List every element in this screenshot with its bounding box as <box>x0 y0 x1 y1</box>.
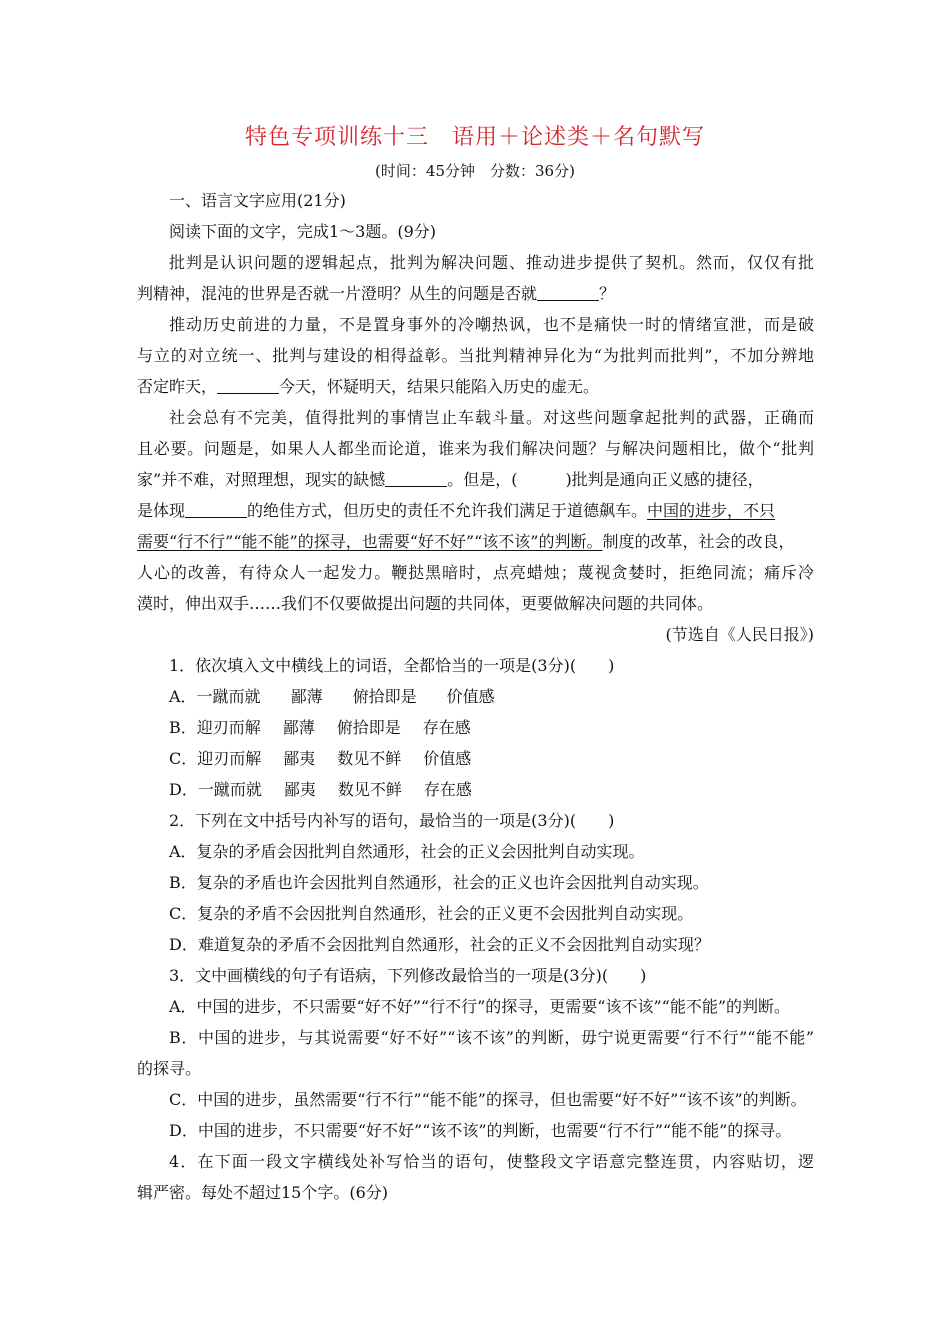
fill-blank <box>217 379 279 394</box>
section-heading: 一、语言文字应用(21分) <box>169 191 346 210</box>
underlined-sentence: 中国的进步，不只 <box>647 501 776 520</box>
q2-option-d: D．难道复杂的矛盾不会因批判自然通形，社会的正义不会因批判自动实现？ <box>169 935 710 954</box>
question-4-stem-cont: 辑严密。每处不超过15个字。(6分) <box>137 1183 389 1202</box>
q3-option-b: B．中国的进步，与其说需要“好不好”“该不该”的判断，毋宁说更需要“行不行”“能不能” <box>169 1028 814 1047</box>
passage-line: 家”并不难，对照理想，现实的缺憾 。但是，( )批判是通向正义感的捷径， <box>137 470 764 489</box>
source-note: (节选自《人民日报》) <box>665 625 814 644</box>
passage-line: 漠时，伸出双手……我们不仅要做提出问题的共同体，更要做解决问题的共同体。 <box>137 594 714 613</box>
q2-option-c: C．复杂的矛盾不会因批判自然通形，社会的正义更不会因批判自动实现。 <box>169 904 694 923</box>
passage-line: 否定昨天， 今天，怀疑明天，结果只能陷入历史的虚无。 <box>137 377 600 396</box>
passage-line: 且必要。问题是，如果人人都坐而论道，谁来为我们解决问题？与解决问题相比，做个“批判 <box>137 439 814 458</box>
passage-line: 批判是认识问题的逻辑起点，批判为解决问题、推动进步提供了契机。然而，仅仅有批 <box>169 253 814 272</box>
passage-line: 社会总有不完美，值得批判的事情岂止车载斗量。对这些问题拿起批判的武器，正确而 <box>169 408 814 427</box>
passage-line: 与立的对立统一、批判与建设的相得益彰。当批判精神异化为“为批判而批判”，不加分辨地 <box>137 346 814 365</box>
q3-option-a: A．中国的进步，不只需要“好不好”“行不行”的探寻，更需要“该不该”“能不能”的判断。 <box>169 997 790 1016</box>
passage-line: 判精神，混沌的世界是否就一片澄明？从生的问题是否就 ？ <box>137 284 616 303</box>
q3-option-c: C．中国的进步，虽然需要“行不行”“能不能”的探寻，但也需要“好不好”“该不该”的判断。 <box>169 1090 807 1109</box>
q1-option-c: C．迎刃而解 鄙夷 数见不鲜 价值感 <box>169 749 472 768</box>
passage-line: 需要“行不行”“能不能”的探寻，也需要“好不好”“该不该”的判断。制度的改革，社会的改良， <box>137 532 795 551</box>
page-title: 特色专项训练十三 语用＋论述类＋名句默写 <box>244 125 705 150</box>
question-1-stem: 1．依次填入文中横线上的词语，全都恰当的一项是(3分)( ) <box>169 656 615 675</box>
fill-blank <box>185 503 247 518</box>
q1-option-a: A．一蹴而就 鄙薄 俯拾即是 价值感 <box>169 687 495 706</box>
q2-option-a: A．复杂的矛盾会因批判自然通形，社会的正义会因批判自动实现。 <box>169 842 645 861</box>
fill-blank <box>385 472 447 487</box>
fill-blank <box>537 286 599 301</box>
q3-option-d: D．中国的进步，不只需要“好不好”“该不该”的判断，也需要“行不行”“能不能”的探寻。 <box>169 1121 792 1140</box>
q3-option-b-cont: 的探寻。 <box>137 1059 202 1078</box>
question-3-stem: 3．文中画横线的句子有语病，下列修改最恰当的一项是(3分)( ) <box>169 966 647 985</box>
reading-intro: 阅读下面的文字，完成1～3题。(9分) <box>169 222 437 241</box>
question-4-stem: 4．在下面一段文字横线处补写恰当的语句，使整段文字语意完整连贯，内容贴切，逻 <box>169 1152 814 1171</box>
underlined-sentence: 需要“行不行”“能不能”的探寻，也需要“好不好”“该不该”的判断。 <box>137 532 603 551</box>
q2-option-b: B．复杂的矛盾也许会因批判自然通形，社会的正义也许会因批判自动实现。 <box>169 873 709 892</box>
q1-option-b: B．迎刃而解 鄙薄 俯拾即是 存在感 <box>169 718 471 737</box>
page-subtitle: (时间：45分钟 分数：36分) <box>375 162 575 180</box>
q1-option-d: D．一蹴而就 鄙夷 数见不鲜 存在感 <box>169 780 472 799</box>
passage-line: 人心的改善，有待众人一起发力。鞭挞黑暗时，点亮蜡烛；蔑视贪婪时，拒绝同流；痛斥冷 <box>137 563 814 582</box>
question-2-stem: 2．下列在文中括号内补写的语句，最恰当的一项是(3分)( ) <box>169 811 615 830</box>
passage-line: 是体现 的绝佳方式，但历史的责任不允许我们满足于道德飙车。中国的进步，不只 <box>137 501 776 520</box>
passage-line: 推动历史前进的力量，不是置身事外的冷嘲热讽，也不是痛快一时的情绪宣泄，而是破 <box>169 315 814 334</box>
